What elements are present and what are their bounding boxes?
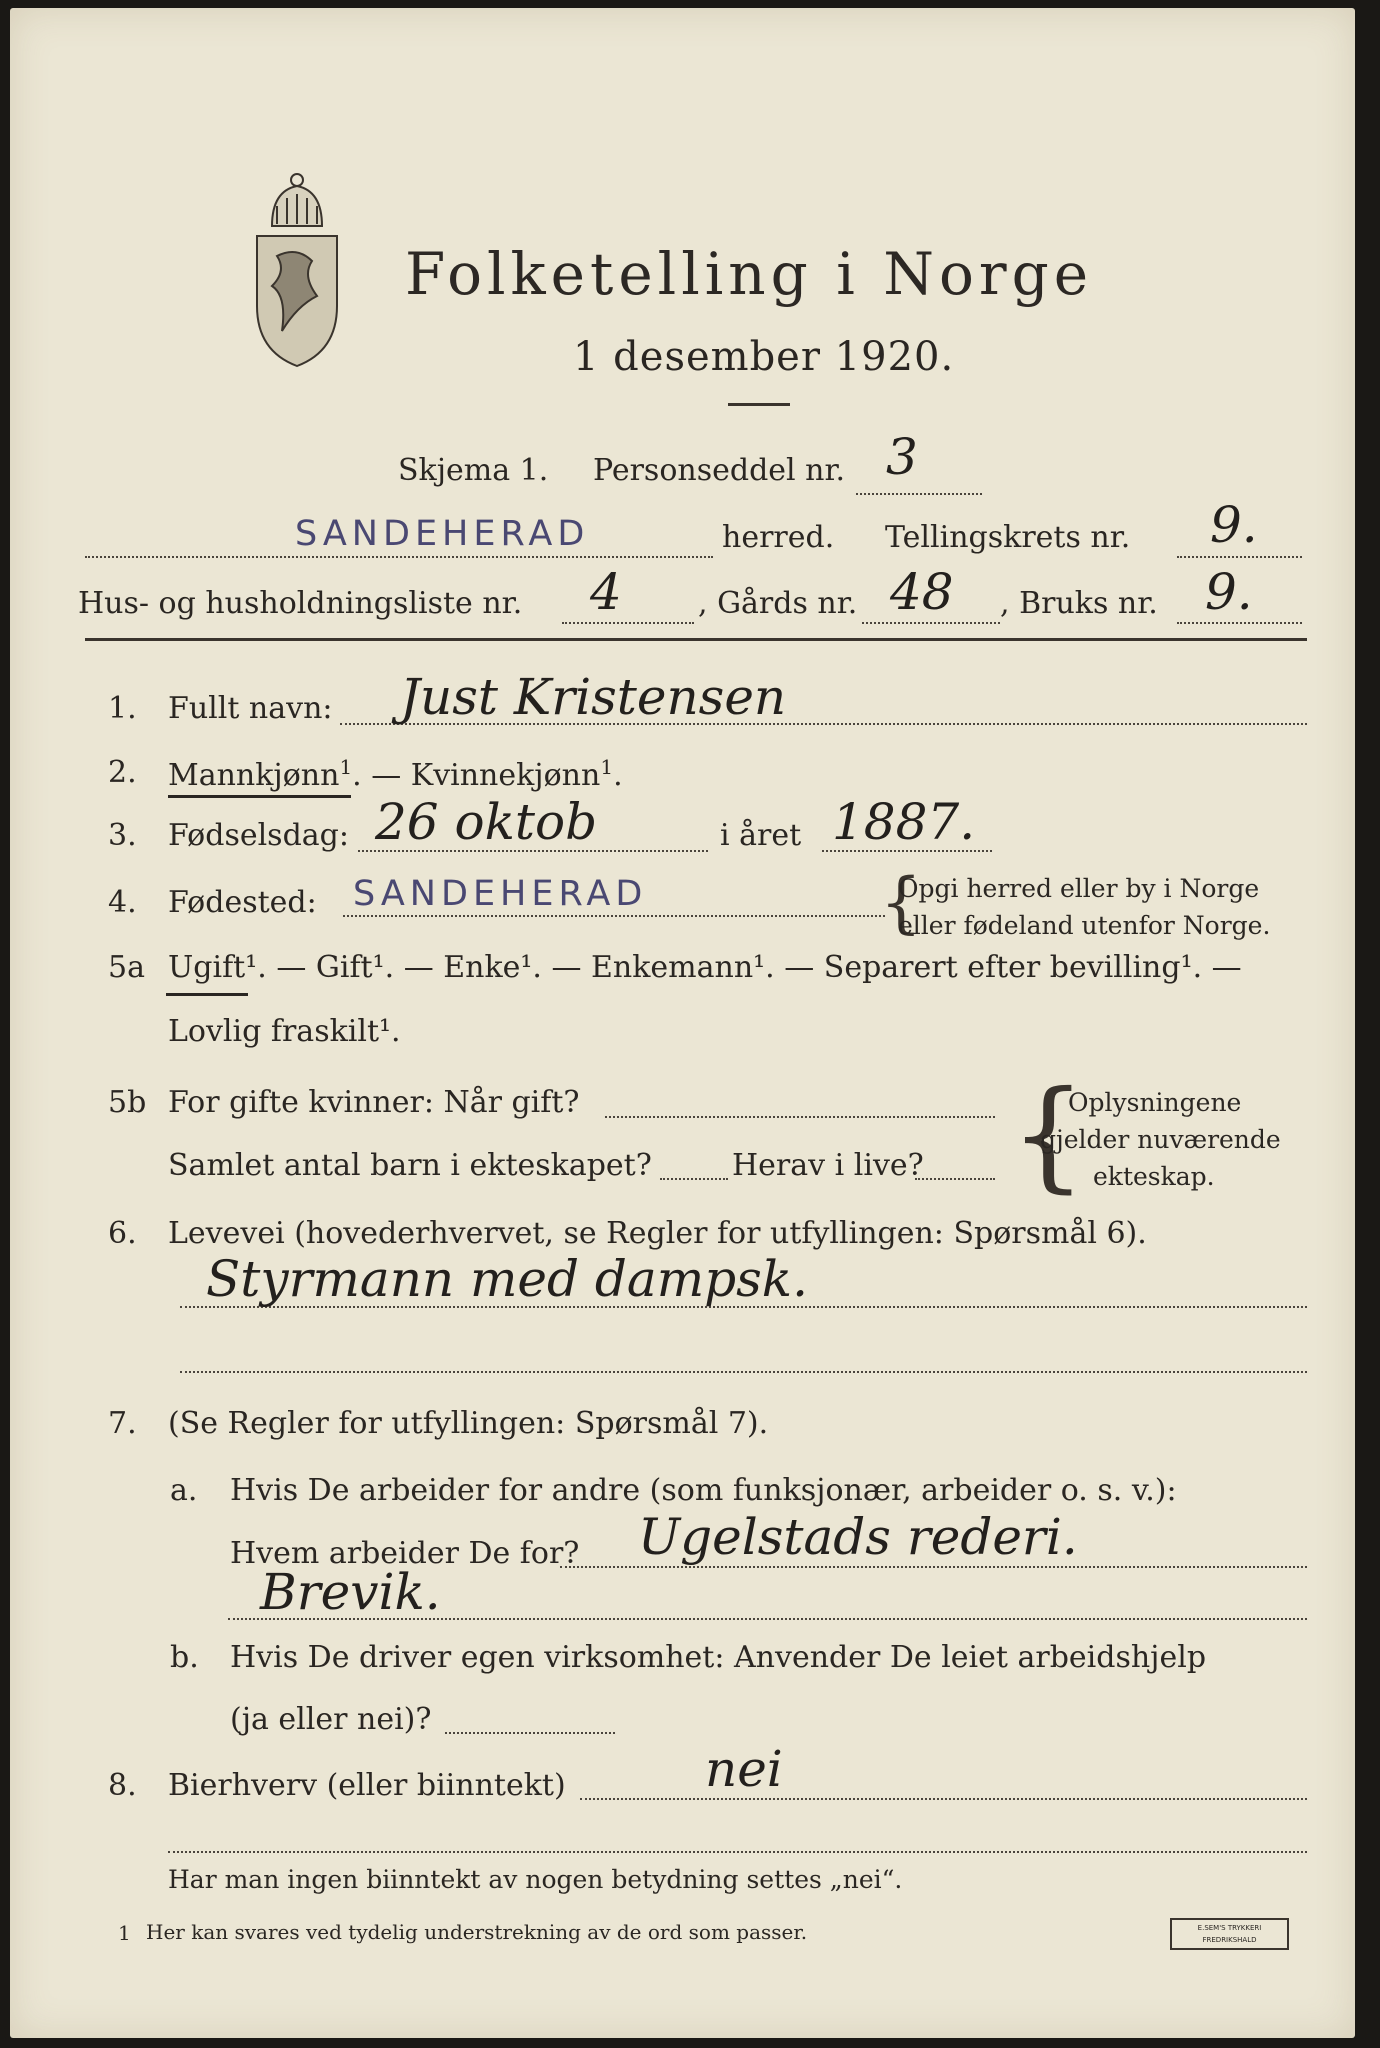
tellingskrets-label: Tellingskrets nr. (885, 520, 1131, 555)
q5b-brace: { (1010, 1066, 1087, 1205)
q1-label: Fullt navn: (168, 691, 333, 726)
q3-label: Fødselsdag: (168, 818, 349, 853)
q7a-question: Hvem arbeider De for? (230, 1536, 580, 1571)
schema-label: Skjema 1. (398, 453, 549, 488)
q5b-note-line1: Oplysningene (1068, 1088, 1242, 1117)
q5b-number: 5b (108, 1085, 147, 1120)
q4-brace: { (880, 864, 922, 941)
year-label: i året (720, 818, 802, 853)
q7b-question: (ja eller nei)? (230, 1702, 432, 1737)
herred-stamp[interactable]: SANDEHERAD (295, 514, 590, 554)
q5b-line2a: Samlet antal barn i ekteskapet? (168, 1148, 652, 1183)
birth-year-value[interactable]: 1887. (832, 793, 976, 851)
birthplace-stamp[interactable]: SANDEHERAD (353, 874, 648, 914)
form-date: 1 desember 1920. (573, 334, 955, 380)
printer-mark-text: E.SEM'S TRYKKERI FREDRIKSHALD (1197, 1924, 1262, 1944)
title-divider (728, 403, 790, 406)
female-option[interactable]: Kvinnekjønn (410, 758, 601, 793)
form-title: Folketelling i Norge (405, 240, 1094, 308)
q7a-label: Hvis De arbeider for andre (som funksjonær, arbeider o. s. v.): (230, 1473, 1177, 1508)
full-name-value[interactable]: Just Kristensen (400, 668, 787, 726)
side-income-value[interactable]: nei (705, 1740, 783, 1798)
male-option[interactable]: Mannkjønn (168, 758, 340, 793)
male-underline-mark (168, 795, 351, 798)
census-form-sheet (10, 8, 1355, 2038)
q4-number: 4. (108, 885, 137, 920)
q5a-line: Ugift¹. — Gift¹. — Enke¹. — Enkemann¹. — Separert efter bevilling¹. — (168, 950, 1242, 985)
q5a-number: 5a (108, 950, 145, 985)
q1-number: 1. (108, 691, 137, 726)
husliste-label: Hus- og husholdningsliste nr. (78, 586, 523, 621)
q5a-line2: Lovlig fraskilt¹. (168, 1014, 401, 1049)
q4-note-line1: Opgi herred eller by i Norge (898, 874, 1260, 903)
q3-number: 3. (108, 818, 137, 853)
q7-number: 7. (108, 1406, 137, 1441)
q8-number: 8. (108, 1768, 137, 1803)
q5b-line1: For gifte kvinner: Når gift? (168, 1085, 580, 1120)
q7-label: (Se Regler for utfyllingen: Spørsmål 7). (168, 1406, 769, 1441)
q8-label: Bierhverv (eller biinntekt) (168, 1768, 566, 1803)
bruks-value[interactable]: 9. (1205, 563, 1253, 621)
q7b-label: Hvis De driver egen virksomhet: Anvender De leiet arbeidshjelp (230, 1640, 1207, 1675)
q7b-letter: b. (170, 1640, 199, 1675)
q4-note-line2: eller fødeland utenfor Norge. (898, 911, 1271, 940)
q6-label: Levevei (hovederhvervet, se Regler for utfyllingen: Spørsmål 6). (168, 1216, 1147, 1251)
ugift-option[interactable]: Ugift (168, 950, 246, 985)
personseddel-label: Personseddel nr. (593, 453, 846, 488)
q7b-answer-field[interactable] (445, 1732, 615, 1734)
employer-place-value[interactable]: Brevik. (260, 1563, 441, 1621)
tellingskrets-value[interactable]: 9. (1210, 496, 1258, 554)
q6-number: 6. (108, 1216, 137, 1251)
personseddel-value[interactable]: 3 (886, 428, 918, 486)
q7a-letter: a. (170, 1473, 198, 1508)
q4-label: Fødested: (168, 885, 317, 920)
header-rule (85, 638, 1307, 641)
coat-of-arms-icon (242, 166, 352, 371)
no-income-note: Har man ingen biinntekt av nogen betydning settes „nei“. (168, 1865, 903, 1894)
birthdate-value[interactable]: 26 oktob (375, 793, 598, 851)
footnote-text: Her kan svares ved tydelig understrekning av de ord som passer. (146, 1920, 808, 1944)
gards-value[interactable]: 48 (890, 563, 954, 621)
q5b-line2b: Herav i live? (732, 1148, 924, 1183)
occupation-value[interactable]: Styrmann med dampsk. (206, 1250, 809, 1308)
gards-label: , Gårds nr. (698, 586, 858, 621)
ugift-underline-mark (166, 993, 248, 996)
q5b-note-line3: ekteskap. (1093, 1162, 1215, 1191)
q5b-note-line2: gjelder nuværende (1040, 1125, 1281, 1154)
q2-line: Mannkjønn$^1$. — Kvinnekjønn$^1$. (168, 755, 623, 793)
employer-value[interactable]: Ugelstads rederi. (638, 1508, 1078, 1566)
footnote-number: 1 (118, 1921, 131, 1945)
printer-mark (1170, 1918, 1289, 1950)
husliste-value[interactable]: 4 (590, 563, 622, 621)
herred-label: herred. (722, 520, 835, 555)
q2-number: 2. (108, 755, 137, 790)
bruks-label: , Bruks nr. (1000, 586, 1158, 621)
